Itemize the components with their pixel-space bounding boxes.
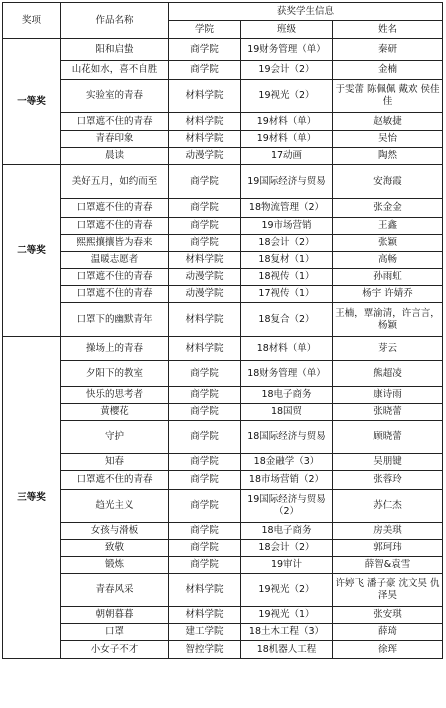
table-row xyxy=(3,252,443,269)
class-cell: 17视传（1） xyxy=(241,286,333,303)
class-cell: 18复材（1） xyxy=(241,252,333,269)
college-cell: 商学院 xyxy=(169,61,241,80)
work-title-cell: 操场上的青春 xyxy=(61,337,169,361)
college-cell: 智控学院 xyxy=(169,641,241,659)
awards-table-container xyxy=(2,2,443,659)
student-name-cell: 顾晓蕾 xyxy=(333,421,443,454)
class-cell: 18金融学（3） xyxy=(241,454,333,471)
student-name-cell: 许婷飞 潘子豪 沈文昊 仇泽昊 xyxy=(333,574,443,607)
table-row xyxy=(3,540,443,557)
table-row xyxy=(3,131,443,148)
work-title-cell: 口罩遮不住的青春 xyxy=(61,218,169,235)
class-header: 班级 xyxy=(241,21,333,39)
work-title-cell: 美好五月，如约而至 xyxy=(61,165,169,199)
college-cell: 材料学院 xyxy=(169,252,241,269)
work-title-cell: 小女子不才 xyxy=(61,641,169,659)
work-title-cell: 青春风采 xyxy=(61,574,169,607)
college-cell: 材料学院 xyxy=(169,80,241,113)
student-name-cell: 陶然 xyxy=(333,148,443,165)
table-row xyxy=(3,80,443,113)
work-title-cell: 温暖志愿者 xyxy=(61,252,169,269)
class-cell: 18机器人工程 xyxy=(241,641,333,659)
table-row xyxy=(3,113,443,131)
student-name-cell: 王楠，覃渝清，许言言，杨颖 xyxy=(333,303,443,337)
class-cell: 19财务管理（单） xyxy=(241,39,333,61)
student-name-cell: 康诗雨 xyxy=(333,387,443,404)
class-cell: 17动画 xyxy=(241,148,333,165)
college-cell: 商学院 xyxy=(169,218,241,235)
table-row xyxy=(3,421,443,454)
student-name-cell: 杨宇 许婧乔 xyxy=(333,286,443,303)
class-cell: 18电子商务 xyxy=(241,387,333,404)
work-title-cell: 黄樱花 xyxy=(61,404,169,421)
college-cell: 建工学院 xyxy=(169,624,241,641)
work-title-cell: 趋光主义 xyxy=(61,490,169,523)
college-cell: 材料学院 xyxy=(169,113,241,131)
work-title-cell: 口罩遮不住的青春 xyxy=(61,286,169,303)
student-name-cell: 张晓蕾 xyxy=(333,404,443,421)
award-level-cell: 二等奖 xyxy=(3,165,61,337)
table-row xyxy=(3,165,443,199)
table-row xyxy=(3,387,443,404)
work-title-cell: 女孩与滑板 xyxy=(61,523,169,540)
work-title-cell: 实验室的青春 xyxy=(61,80,169,113)
awards-table xyxy=(2,2,443,659)
work-title-cell: 守护 xyxy=(61,421,169,454)
class-cell: 18财务管理（单） xyxy=(241,361,333,387)
work-title-cell: 晨读 xyxy=(61,148,169,165)
work-title-cell: 口罩遮不住的青春 xyxy=(61,269,169,286)
table-row xyxy=(3,218,443,235)
college-cell: 商学院 xyxy=(169,454,241,471)
work-title-cell: 口罩遮不住的青春 xyxy=(61,471,169,490)
student-name-cell: 赵敏捷 xyxy=(333,113,443,131)
student-name-cell: 吴朋键 xyxy=(333,454,443,471)
class-cell: 19视光（2） xyxy=(241,80,333,113)
class-cell: 19材料（单） xyxy=(241,113,333,131)
table-row xyxy=(3,148,443,165)
class-cell: 18国际经济与贸易 xyxy=(241,421,333,454)
table-row xyxy=(3,61,443,80)
student-name-cell: 张安琪 xyxy=(333,607,443,624)
student-name-cell: 吴怡 xyxy=(333,131,443,148)
work-title-cell: 口罩下的幽默青年 xyxy=(61,303,169,337)
table-row xyxy=(3,607,443,624)
college-cell: 商学院 xyxy=(169,490,241,523)
work-title-cell: 口罩遮不住的青春 xyxy=(61,199,169,218)
college-cell: 材料学院 xyxy=(169,303,241,337)
class-cell: 18视传（1） xyxy=(241,269,333,286)
college-cell: 商学院 xyxy=(169,235,241,252)
college-cell: 动漫学院 xyxy=(169,269,241,286)
student-name-cell: 于雯蕾 陈佩佩 戴欢 侯佳佳 xyxy=(333,80,443,113)
table-row xyxy=(3,471,443,490)
table-row xyxy=(3,490,443,523)
student-name-cell: 徐珲 xyxy=(333,641,443,659)
work-title-cell: 口罩 xyxy=(61,624,169,641)
table-row xyxy=(3,523,443,540)
student-name-cell: 安海霞 xyxy=(333,165,443,199)
student-name-cell: 金楠 xyxy=(333,61,443,80)
class-cell: 19视光（1） xyxy=(241,607,333,624)
student-name-cell: 熊超凌 xyxy=(333,361,443,387)
college-cell: 商学院 xyxy=(169,471,241,490)
class-cell: 18物流管理（2） xyxy=(241,199,333,218)
work-title-cell: 朝朝暮暮 xyxy=(61,607,169,624)
student-name-cell: 王鑫 xyxy=(333,218,443,235)
student-name-cell: 孙雨虹 xyxy=(333,269,443,286)
class-cell: 19国际经济与贸易 xyxy=(241,165,333,199)
class-cell: 18会计（2） xyxy=(241,235,333,252)
college-cell: 材料学院 xyxy=(169,574,241,607)
table-row xyxy=(3,641,443,659)
awards-body xyxy=(3,39,443,659)
work-title-cell: 致敬 xyxy=(61,540,169,557)
student-name-cell: 房美琪 xyxy=(333,523,443,540)
work-title-cell: 熙熙攘攘皆为春来 xyxy=(61,235,169,252)
student-name-cell: 秦研 xyxy=(333,39,443,61)
work-header: 作品名称 xyxy=(61,3,169,39)
college-cell: 商学院 xyxy=(169,404,241,421)
table-row xyxy=(3,574,443,607)
student-name-cell: 苏仁杰 xyxy=(333,490,443,523)
college-cell: 商学院 xyxy=(169,199,241,218)
table-row xyxy=(3,199,443,218)
student-name-cell: 芽云 xyxy=(333,337,443,361)
class-cell: 19审计 xyxy=(241,557,333,574)
student-name-cell: 郭珂玮 xyxy=(333,540,443,557)
college-cell: 商学院 xyxy=(169,361,241,387)
class-cell: 18复合（2） xyxy=(241,303,333,337)
work-title-cell: 快乐的思考者 xyxy=(61,387,169,404)
college-cell: 商学院 xyxy=(169,387,241,404)
table-row xyxy=(3,39,443,61)
student-info-header: 获奖学生信息 xyxy=(169,3,443,21)
class-cell: 18电子商务 xyxy=(241,523,333,540)
header-row-top xyxy=(3,3,443,21)
student-name-cell: 薛琦 xyxy=(333,624,443,641)
award-header: 奖项 xyxy=(3,3,61,39)
college-cell: 材料学院 xyxy=(169,337,241,361)
college-cell: 商学院 xyxy=(169,421,241,454)
college-cell: 材料学院 xyxy=(169,607,241,624)
table-row xyxy=(3,361,443,387)
college-cell: 商学院 xyxy=(169,165,241,199)
college-cell: 商学院 xyxy=(169,557,241,574)
college-cell: 动漫学院 xyxy=(169,148,241,165)
student-name-cell: 薛智&袁雪 xyxy=(333,557,443,574)
table-row xyxy=(3,404,443,421)
class-cell: 19会计（2） xyxy=(241,61,333,80)
work-title-cell: 山花如水，喜不自胜 xyxy=(61,61,169,80)
work-title-cell: 青春印象 xyxy=(61,131,169,148)
college-cell: 材料学院 xyxy=(169,131,241,148)
class-cell: 18土木工程（3） xyxy=(241,624,333,641)
class-cell: 19市场营销 xyxy=(241,218,333,235)
table-row xyxy=(3,454,443,471)
work-title-cell: 夕阳下的教室 xyxy=(61,361,169,387)
table-row xyxy=(3,235,443,252)
class-cell: 18市场营销（2） xyxy=(241,471,333,490)
class-cell: 19视光（2） xyxy=(241,574,333,607)
college-cell: 商学院 xyxy=(169,523,241,540)
work-title-cell: 阳和启蛰 xyxy=(61,39,169,61)
work-title-cell: 知春 xyxy=(61,454,169,471)
class-cell: 18国贸 xyxy=(241,404,333,421)
class-cell: 18材料（单） xyxy=(241,337,333,361)
class-cell: 18会计（2） xyxy=(241,540,333,557)
work-title-cell: 口罩遮不住的青春 xyxy=(61,113,169,131)
college-cell: 动漫学院 xyxy=(169,286,241,303)
award-level-cell: 一等奖 xyxy=(3,39,61,165)
college-header: 学院 xyxy=(169,21,241,39)
student-name-cell: 张蓉玲 xyxy=(333,471,443,490)
student-name-cell: 高畅 xyxy=(333,252,443,269)
table-row xyxy=(3,337,443,361)
table-row xyxy=(3,557,443,574)
college-cell: 商学院 xyxy=(169,540,241,557)
award-level-cell: 三等奖 xyxy=(3,337,61,659)
name-header: 姓名 xyxy=(333,21,443,39)
table-row xyxy=(3,624,443,641)
work-title-cell: 锻炼 xyxy=(61,557,169,574)
table-row xyxy=(3,303,443,337)
class-cell: 19国际经济与贸易（2） xyxy=(241,490,333,523)
student-name-cell: 张颖 xyxy=(333,235,443,252)
student-name-cell: 张金金 xyxy=(333,199,443,218)
table-row xyxy=(3,286,443,303)
class-cell: 19材料（单） xyxy=(241,131,333,148)
college-cell: 商学院 xyxy=(169,39,241,61)
table-row xyxy=(3,269,443,286)
